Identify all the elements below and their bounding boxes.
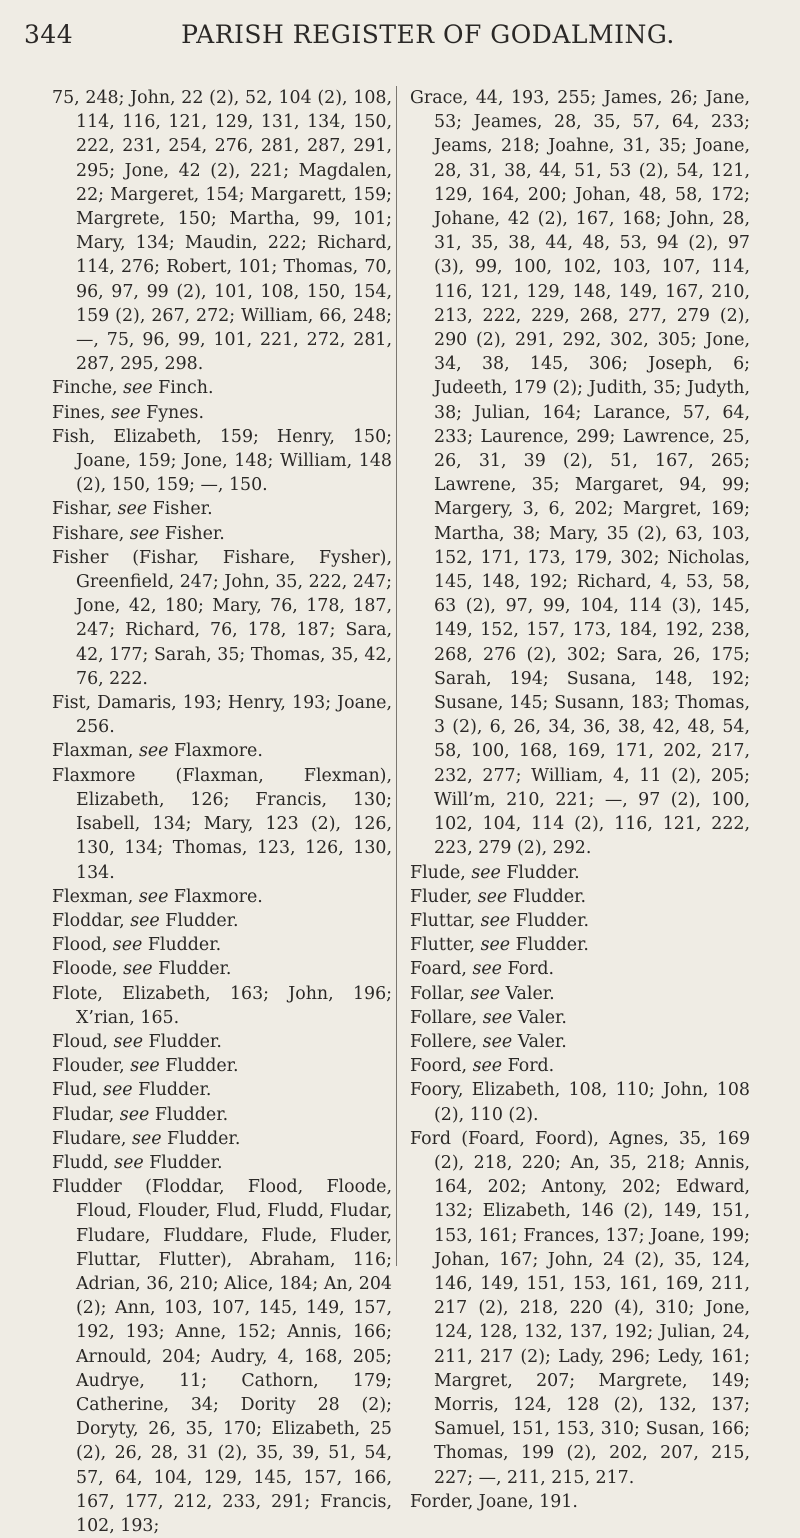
running-title: PARISH REGISTER OF GODALMING. — [181, 20, 675, 49]
see-reference-target: Flaxmore. — [173, 886, 263, 907]
see-reference-label: see — [138, 741, 169, 762]
entry-surname: Flouder, — [52, 1056, 125, 1077]
entry-references: (Fishar, Fishare, Fysher), Greenfield, 247; John, 35, 222, 247; Jone, 42, 180; Mary, 76, 178, 187, 247; Richard, 76, 178, 187; Sara, 42, 177; Sarah, 35; Thomas, 35, 42, 76, 222. — [76, 547, 392, 689]
entry-surname: Foard, — [410, 959, 467, 980]
see-reference-target: Fludder. — [506, 862, 580, 883]
entry-surname: Fishar, — [52, 499, 113, 520]
index-entry — [410, 1054, 750, 1078]
see-reference-target: Valer. — [517, 1031, 567, 1052]
entry-surname: Fludar, — [52, 1104, 115, 1125]
see-reference-target: Fludder. — [165, 1056, 239, 1077]
left-column — [52, 86, 392, 1538]
index-entry — [52, 885, 392, 909]
entry-references: Elizabeth, 108, 110; John, 108 (2), 110 (2). — [434, 1080, 750, 1125]
index-entry — [52, 522, 392, 546]
entry-surname: Fluttar, — [410, 910, 476, 931]
see-reference-target: Fludder. — [515, 935, 589, 956]
see-reference-target: Fludder. — [149, 1152, 223, 1173]
entry-surname: Forder, — [410, 1491, 474, 1512]
see-reference-target: Fludder. — [165, 910, 239, 931]
entry-surname: Follare, — [410, 1007, 478, 1028]
index-entry — [410, 933, 750, 957]
index-entry — [410, 982, 750, 1006]
index-entry — [52, 909, 392, 933]
entry-surname: Flood, — [52, 935, 108, 956]
index-entry — [410, 861, 750, 885]
entry-surname: Flud, — [52, 1080, 98, 1101]
index-entry — [52, 401, 392, 425]
right-column — [410, 86, 750, 1514]
see-reference-label: see — [138, 886, 169, 907]
see-reference-target: Flaxmore. — [173, 741, 263, 762]
see-reference-target: Valer. — [517, 1007, 567, 1028]
page-number: 344 — [24, 20, 74, 49]
index-entry — [52, 1151, 392, 1175]
entry-references: Elizabeth, 163; John, 196; X’rian, 165. — [76, 983, 392, 1028]
see-reference-target: Fludder. — [167, 1128, 241, 1149]
see-reference-label: see — [472, 959, 502, 980]
index-entry — [52, 497, 392, 521]
index-entry — [52, 933, 392, 957]
index-entry — [410, 1030, 750, 1054]
index-entry — [52, 425, 392, 498]
see-reference-target: Fynes. — [146, 402, 204, 423]
entry-surname: Fluder, — [410, 886, 473, 907]
page-header — [24, 20, 772, 54]
index-entry — [410, 86, 750, 861]
entry-surname: Flexman, — [52, 886, 134, 907]
see-reference-label: see — [114, 1152, 144, 1173]
column-divider — [396, 86, 397, 1266]
see-reference-target: Fisher. — [164, 523, 225, 544]
entry-surname: Fines, — [52, 402, 106, 423]
see-reference-target: Fludder. — [154, 1104, 229, 1125]
entry-surname: Fishare, — [52, 523, 125, 544]
see-reference-target: Fludder. — [147, 935, 222, 956]
index-entry — [52, 1078, 392, 1102]
entry-references: Joane, 191. — [478, 1491, 578, 1512]
see-reference-label: see — [130, 1056, 160, 1077]
see-reference-label: see — [472, 1056, 503, 1077]
see-reference-label: see — [471, 862, 501, 883]
see-reference-label: see — [112, 935, 143, 956]
entry-surname: Fludd, — [52, 1152, 109, 1173]
entry-surname: Fludder — [52, 1177, 122, 1198]
see-reference-label: see — [117, 499, 148, 520]
index-entry — [52, 546, 392, 691]
entry-surname: Follar, — [410, 983, 466, 1004]
entry-references: Elizabeth, 159; Henry, 150; Joane, 159; Jone, 148; William, 148 (2), 150, 159; —, 150. — [76, 426, 392, 496]
see-reference-target: Finch. — [158, 378, 214, 399]
entry-surname: Finche, — [52, 378, 118, 399]
see-reference-label: see — [119, 1104, 150, 1125]
see-reference-label: see — [480, 935, 511, 956]
see-reference-label: see — [129, 523, 160, 544]
see-reference-target: Fludder. — [512, 886, 587, 907]
see-reference-label: see — [480, 910, 511, 931]
index-entry — [410, 909, 750, 933]
entry-surname: Follere, — [410, 1031, 478, 1052]
entry-surname: Flote, — [52, 983, 103, 1004]
index-entry — [410, 1490, 750, 1514]
index-entry — [410, 1127, 750, 1490]
entry-references: Grace, 44, 193, 255; James, 26; Jane, 53; Jeames, 28, 35, 57, 64, 233; Jeams, 218; Joahne, 31, 35; Joane, 28, 31, 38, 44, 51, 53 (2), 54, 121, 129, 164, 200; Johan, 48, 58, 172; Johane, 42 (2), 167, 168; John, 28, 31, 35, 38, 44, 48, 53, 94 (2), 97 (3), 99, 100, 102, 103, 107, 114, 116, 121, 129, 148, 149, 167, 210, 213, 222, 229, 268, 277, 279 (2), 290 (2), 291, 292, 302, 305; Jone, 34, 38, 145, 306; Joseph, 6; Judeeth, 179 (2); Judith, 35; Judyth, 38; Julian, 164; Larance, 57, 64, 233; Laurence, 299; Lawrence, 25, 26, 31, 39 (2), 51, 167, 265; Lawrene, 35; Margaret, 94, 99; Margery, 3, 6, 202; Margret, 169; Martha, 38; Mary, 35 (2), 63, 103, 152, 171, 173, 179, 302; Nicholas, 145, 148, 192; Richard, 4, 53, 58, 63 (2), 97, 99, 104, 114 (3), 145, 149, 152, 157, 173, 184, 192, 238, 268, 276 (2), 302; Sara, 26, 175; Sarah, 194; Susana, 148, 192; Susane, 145; Susann, 183; Thomas, 3 (2), 6, 26, 34, 36, 38, 42, 48, 54, 58, 100, 168, 169, 171, 202, 217, 232, 277; William, 4, 11 (2), 205; Will’m, 210, 221; —, 97 (2), 100, 102, 104, 114 (2), 116, 121, 222, 223, 279 (2), 292. — [410, 88, 750, 859]
entry-surname: Foory, — [410, 1080, 464, 1101]
see-reference-target: Fludder. — [148, 1031, 222, 1052]
entry-surname: Floode, — [52, 959, 118, 980]
see-reference-label: see — [470, 983, 501, 1004]
entry-surname: Fludare, — [52, 1128, 127, 1149]
index-entry — [410, 1078, 750, 1126]
entry-references: (Foard, Foord), Agnes, 35, 169 (2), 218, 220; An, 35, 218; Annis, 164, 202; Antony, 202; Edward, 132; Elizabeth, 146 (2), 149, 151, 153, 161; Frances, 137; Joane, 199; Johan, 167; John, 24 (2), 35, 124, 146, 149, 151, 153, 161, 169, 211, 217 (2), 218, 220 (4), 310; Jone, 124, 128, 132, 137, 192; Julian, 24, 211, 217 (2); Lady, 296; Ledy, 161; Margret, 207; Margrete, 149; Morris, 124, 128 (2), 132, 137; Samuel, 151, 153, 310; Susan, 166; Thomas, 199 (2), 202, 207, 215, 227; —, 211, 215, 217. — [434, 1128, 751, 1488]
index-entry — [52, 376, 392, 400]
see-reference-label: see — [123, 959, 153, 980]
entry-surname: Ford — [410, 1128, 452, 1149]
entry-references: (Flaxman, Flexman), Elizabeth, 126; Francis, 130; Isabell, 134; Mary, 123 (2), 126, 130, 134; Thomas, 123, 126, 130, 134. — [76, 765, 392, 883]
index-entry — [52, 957, 392, 981]
see-reference-target: Ford. — [507, 1056, 555, 1077]
entry-surname: Flutter, — [410, 935, 476, 956]
entry-surname: Floddar, — [52, 910, 125, 931]
index-entry — [410, 957, 750, 981]
index-entry — [410, 1006, 750, 1030]
see-reference-label: see — [111, 402, 141, 423]
index-entry — [52, 1030, 392, 1054]
index-entry — [52, 691, 392, 739]
see-reference-target: Fludder. — [138, 1080, 212, 1101]
entry-surname: Fisher — [52, 547, 109, 568]
see-reference-label: see — [103, 1080, 133, 1101]
entry-surname: Floud, — [52, 1031, 108, 1052]
see-reference-label: see — [113, 1031, 144, 1052]
entry-references: (Floddar, Flood, Floode, Floud, Flouder, Flud, Fludd, Fludar, Fludare, Fluddare, Flude, Fluder, Fluttar, Flutter), Abraham, 116; Adrian, 36, 210; Alice, 184; An, 204 (2); Ann, 103, 107, 145, 149, 157, 192, 193; Anne, 152; Annis, 166; Arnould, 204; Audry, 4, 168, 205; Audrye, 11; Cathorn, 179; Catherine, 34; Dority 28 (2); Doryty, 26, 35, 170; Elizabeth, 25 (2), 26, 28, 31 (2), 35, 39, 51, 54, 57, 64, 104, 129, 145, 157, 166, 167, 177, 212, 233, 291; Francis, 102, 193; — [76, 1177, 392, 1536]
see-reference-target: Fisher. — [152, 499, 213, 520]
entry-references: 75, 248; John, 22 (2), 52, 104 (2), 108, 114, 116, 121, 129, 131, 134, 150, 222, 231, 254, 276, 281, 287, 291, 295; Jone, 42 (2), 221; Magdalen, 22; Margeret, 154; Margarett, 159; Margrete, 150; Martha, 99, 101; Mary, 134; Maudin, 222; Richard, 114, 276; Robert, 101; Thomas, 70, 96, 97, 99 (2), 101, 108, 150, 154, 159 (2), 267, 272; William, 66, 248; —, 75, 96, 99, 101, 221, 272, 281, 287, 295, 298. — [52, 88, 392, 375]
see-reference-label: see — [482, 1031, 513, 1052]
see-reference-label: see — [132, 1128, 162, 1149]
entry-surname: Fish, — [52, 426, 96, 447]
index-entry — [52, 764, 392, 885]
index-entry — [52, 1127, 392, 1151]
index-entry — [52, 1103, 392, 1127]
see-reference-target: Fludder. — [515, 910, 590, 931]
see-reference-label: see — [477, 886, 508, 907]
index-entry — [52, 86, 392, 376]
entry-surname: Foord, — [410, 1056, 468, 1077]
entry-surname: Flaxmore — [52, 765, 136, 786]
index-entry — [52, 1054, 392, 1078]
index-entry — [410, 885, 750, 909]
entry-surname: Flude, — [410, 862, 466, 883]
see-reference-target: Valer. — [505, 983, 555, 1004]
see-reference-label: see — [123, 378, 153, 399]
index-entry — [52, 739, 392, 763]
entry-references: Damaris, 193; Henry, 193; Joane, 256. — [76, 693, 392, 738]
see-reference-label: see — [482, 1007, 513, 1028]
entry-surname: Fist, — [52, 693, 92, 714]
entry-surname: Flaxman, — [52, 741, 134, 762]
see-reference-label: see — [130, 910, 160, 931]
see-reference-target: Fludder. — [158, 959, 232, 980]
index-entry — [52, 982, 392, 1030]
see-reference-target: Ford. — [507, 959, 555, 980]
